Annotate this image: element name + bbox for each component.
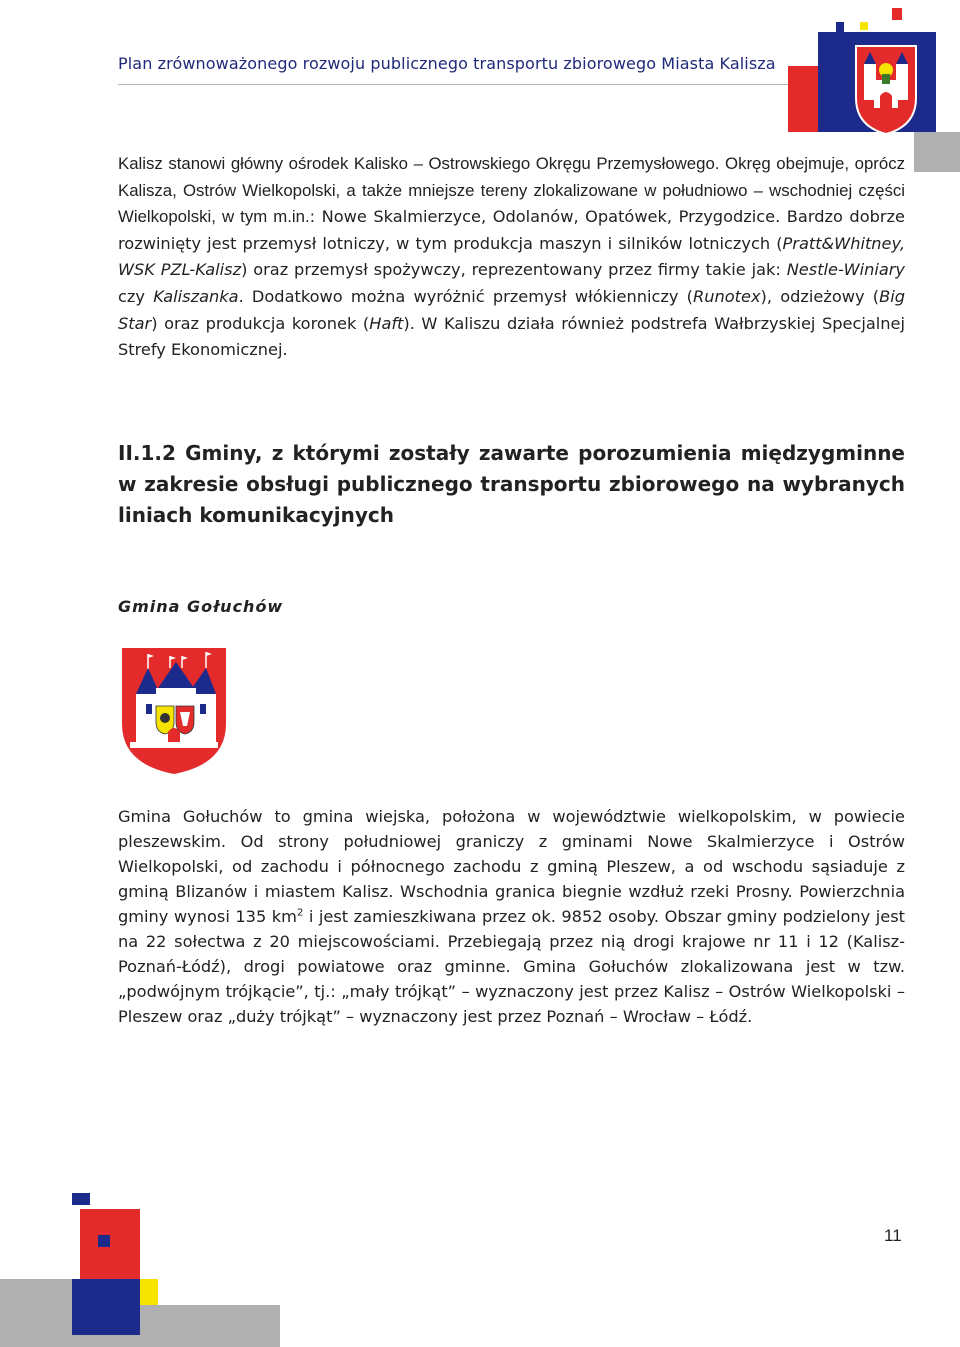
footer-gray-bottom xyxy=(68,1335,140,1347)
page-header-title: Plan zrównoważonego rozwoju publicznego transportu zbiorowego Miasta Kalisza xyxy=(118,54,776,73)
superscript: 2 xyxy=(296,907,304,919)
header-divider xyxy=(118,84,853,85)
kalisz-shield-icon xyxy=(856,46,916,134)
footer-navy-block xyxy=(68,1279,140,1335)
logo-yellow-square xyxy=(860,22,868,30)
company-bigstar: Big Star xyxy=(118,286,905,333)
text-segment: ) oraz przemysł spożywczy, reprezentowany przez firmy takie jak: xyxy=(241,260,787,280)
company-nestle: Nestle-Winiary xyxy=(786,260,905,280)
section-heading: II.1.2 Gminy, z którymi zostały zawarte porozumienia międzygminne w zakresie obsługi publicznego transportu zbiorowego na wybranych liniach komunikacyjnych xyxy=(118,441,905,527)
logo-gray-block xyxy=(914,132,960,172)
company-pratt: Pratt&Whitney xyxy=(782,233,900,253)
text-segment: i jest zamieszkiwana przez ok. 9852 osoby. Obszar gminy podzielony jest na 22 sołectwa z 20 miejscowościami. Przebiegają przez nią drogi krajowe nr 11 i 12 (Kalisz-Poznań-Łódź), drogi powiatowe oraz gminne. Gmina Gołuchów zlokalizowana jest w tzw. „podwójnym trójkącie”, tj.: „mały trójkąt” – wyznaczony jest przez Kalisz – Ostrów Wielkopolski – Pleszew oraz „duży trójkąt” – wyznaczony jest przez Poznań – Wrocław – Łódź. xyxy=(118,907,905,1026)
company-haft: Haft xyxy=(369,313,404,333)
footer-gray-right xyxy=(140,1305,280,1347)
text-segment: ). W Kaliszu działa również podstrefa Wałbrzyskiej Specjalnej Strefy Ekonomicznej. xyxy=(118,313,906,360)
logo-small-red-square xyxy=(892,8,902,20)
text-segment: : Nowe Skalmierzyce, Odolanów, Opatówek, Przygodzice. Bardzo dobrze rozwinięty jest przemysł lotniczy, w tym produkcja maszyn i silników lotniczych ( xyxy=(118,207,905,253)
text-segment: czy xyxy=(118,286,154,306)
text-segment: ) oraz produkcja koronek ( xyxy=(151,313,370,333)
footer-navy-small xyxy=(72,1193,90,1205)
text-segment: , xyxy=(899,233,905,253)
company-wsk: WSK PZL-Kalisz xyxy=(118,260,242,280)
text-segment: ), odzieżowy ( xyxy=(760,286,880,306)
company-runotex: Runotex xyxy=(692,286,761,306)
paragraph-goluchow-description xyxy=(118,804,905,1029)
subsection-heading: Gmina Gołuchów xyxy=(118,597,284,616)
text-segment: . Dodatkowo można wyróżnić przemysł włókienniczy ( xyxy=(238,286,693,306)
footer-navy-square xyxy=(98,1235,110,1247)
company-kaliszanka: Kaliszanka xyxy=(153,286,239,306)
text-segment: Gmina Gołuchów to gmina wiejska, położona w województwie wielkopolskim, w powiecie pleszewskim. Od strony południowej graniczy z gminami Nowe Skalmierzyce i Ostrów Wielkopolski, od zachodu i północnego zachodu z gminą Pleszew, a od wschodu sąsiaduje z gminą Blizanów i miastem Kalisz. Wschodnia granica biegnie wzdłuż rzeki Prosny. Powierzchnia gminy wynosi 135 km xyxy=(118,807,905,926)
footer-gray-left xyxy=(0,1279,72,1347)
footer-decorative-blocks xyxy=(0,1193,280,1347)
logo-red-block xyxy=(788,66,818,132)
paragraph-kalisz-industry xyxy=(118,151,905,364)
goluchow-coat-of-arms-icon xyxy=(120,646,228,776)
page-number: 11 xyxy=(884,1226,902,1245)
paragraph-lead: Kalisz stanowi główny ośrodek Kalisko – Ostrowskiego Okręgu Przemysłowego. Okręg obejmuje, oprócz Kalisza, Ostrów Wielkopolski, a także mniejsze tereny zlokalizowane w południowo – wschodniej części Wielkopolski, w tym m.in. xyxy=(118,154,905,227)
footer-red-strip xyxy=(80,1265,140,1279)
